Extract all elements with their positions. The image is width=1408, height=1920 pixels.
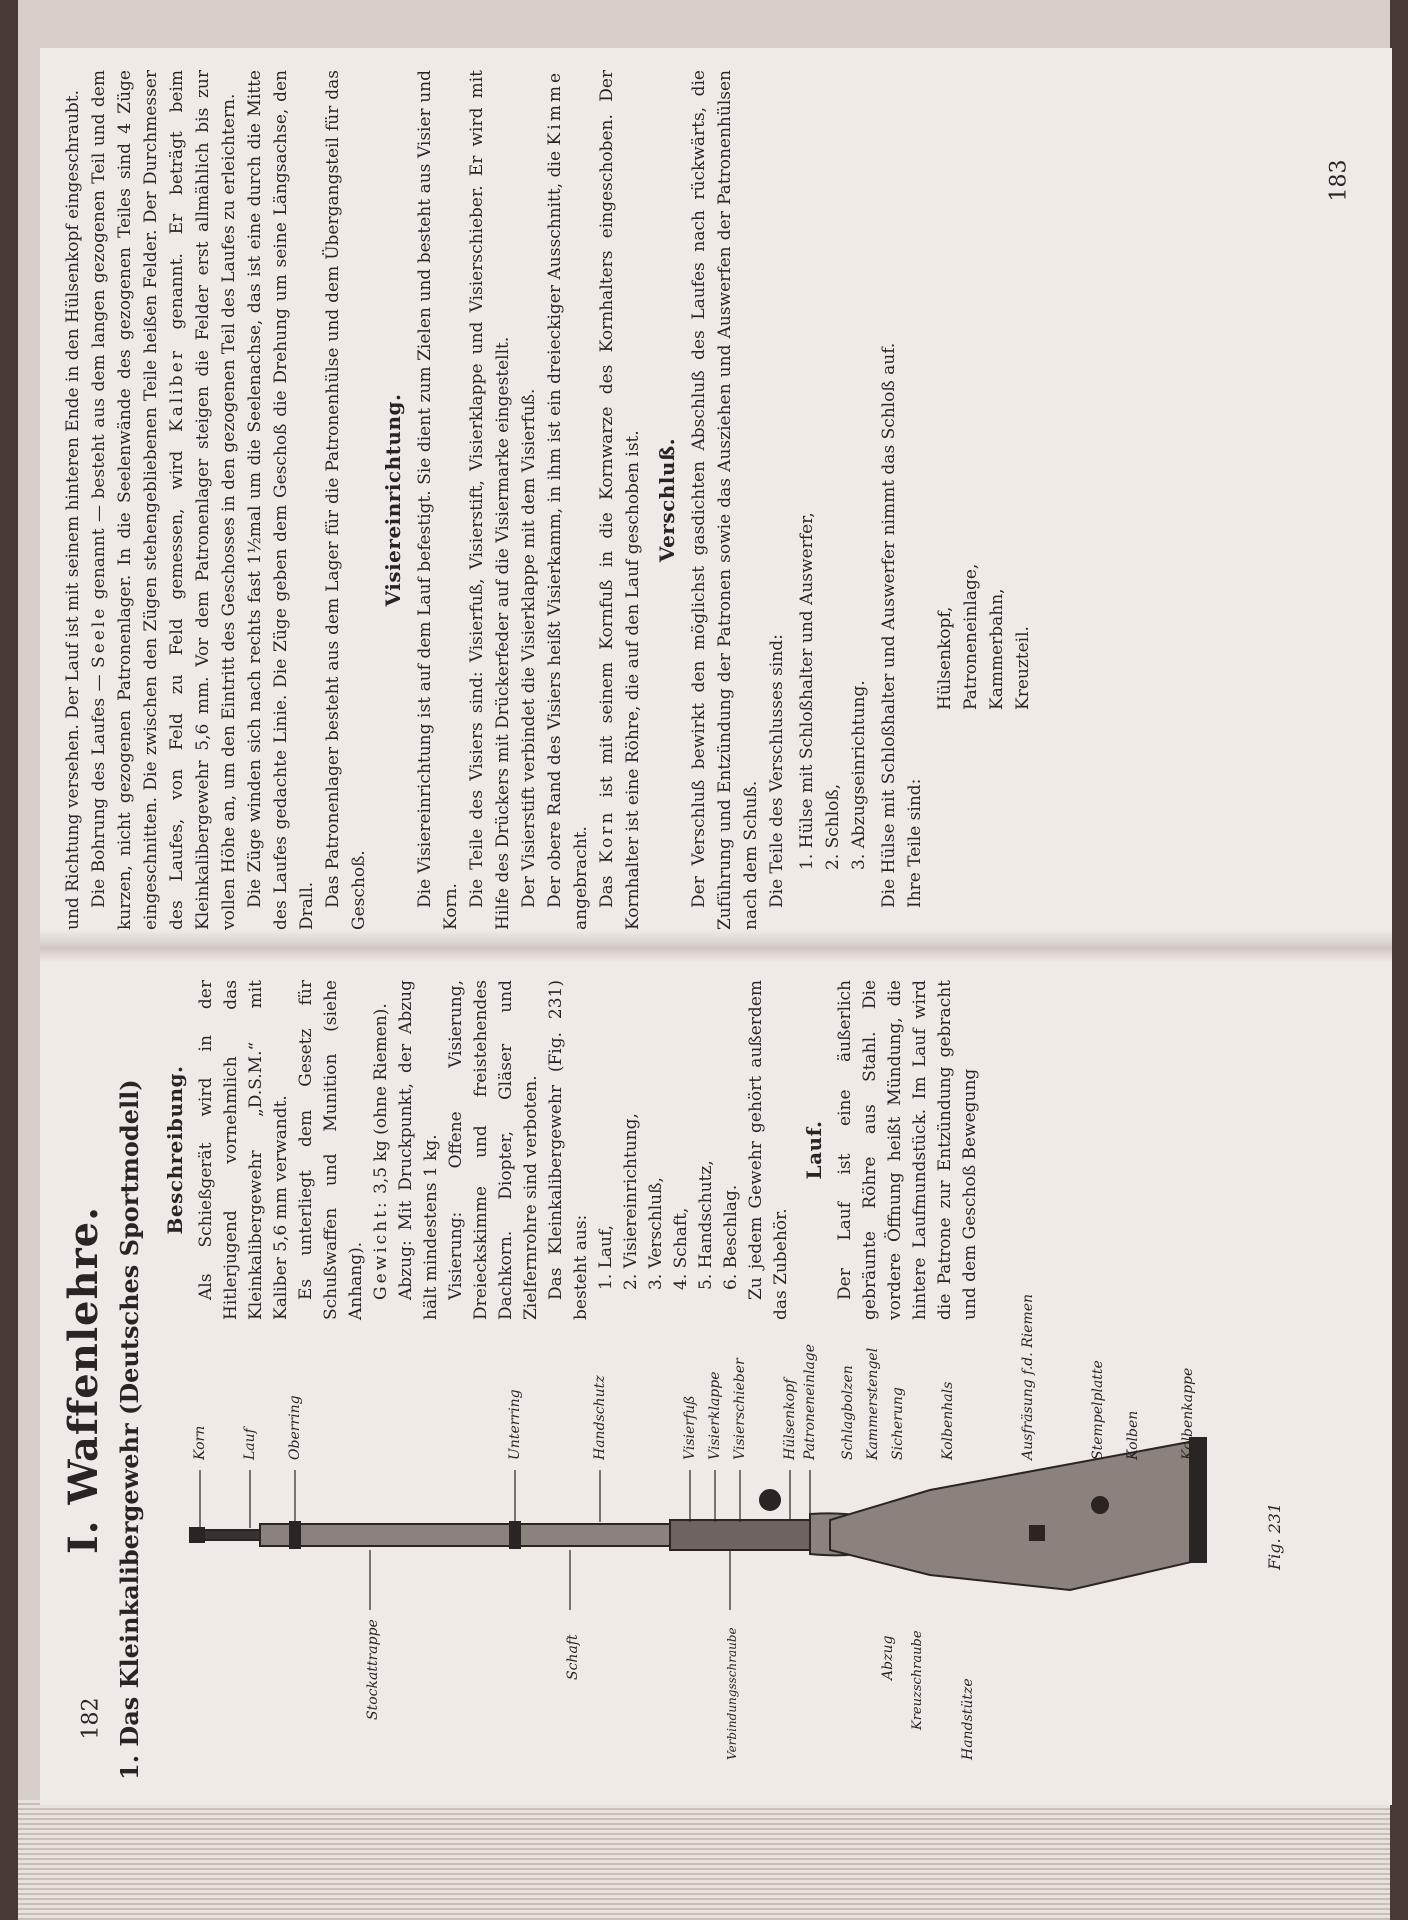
paragraph: Das Korn ist mit seinem Kornfuß in die Kornwarze des Kornhalters eingeschoben. Der Kornhalter ist eine Röhre, die auf den Lauf geschoben ist. — [597, 69, 643, 930]
paragraph: Die Hülse mit Schloßhalter und Auswerfer nimmt das Schloß auf. — [879, 342, 899, 908]
buttstock — [830, 1440, 1200, 1590]
huelse-parts-list — [932, 70, 1036, 710]
label-huelsenkopf: Hülsenkopf — [782, 1378, 798, 1460]
paragraph: Die Teile des Visiers sind: Visierfuß, Visierstift, Visierklappe und Visierschieber. Er wird mit Hilfe des Drückers mit Drückerfeder auf die Visiermarke eingestellt. — [467, 70, 513, 930]
lower-band — [510, 1522, 520, 1548]
list-item: Patroneneinlage, — [961, 563, 981, 710]
paragraph: Der Visierstift verbindet die Visierklappe mit dem Visierfuß. — [519, 388, 539, 908]
paragraph: Die Visiereinrichtung ist auf dem Lauf befestigt. Sie dient zum Zielen und besteht aus Visier und Korn. — [415, 70, 461, 930]
label-handstuetze: Handstütze — [960, 1678, 976, 1760]
label-oberring: Oberring — [287, 1395, 303, 1460]
list-item: 2. Schloß, — [823, 783, 843, 870]
paragraph: Der Lauf ist eine äußerlich gebräunte Röhre aus Stahl. Die vordere Öffnung heißt Mündung, die hintere Laufmundstück. Im Lauf wird die Patrone zur Entzündung gebracht und dem Geschoß Bewegung — [835, 980, 980, 1320]
paragraph: Der obere Rand des Visiers heißt Visierkamm, in ihm ist ein dreieckiger Ausschnitt, die Kimme angebracht. — [545, 69, 591, 930]
label-stockattrappe: Stockattrappe — [365, 1619, 381, 1720]
stamp-plate — [1092, 1497, 1108, 1513]
label-visierklappe: Visierklappe — [707, 1371, 723, 1460]
chapter-title: I. Waffenlehre. — [60, 1205, 107, 1555]
heading-verschluss: Verschluß. — [655, 437, 679, 563]
paragraph: und Richtung versehen. Der Lauf ist mit seinem hinteren Ende in den Hülsenkopf eingeschraubt. — [63, 89, 83, 930]
list-item: 1. Lauf, — [596, 1224, 616, 1290]
left-page-text — [155, 980, 983, 1320]
label-kreuzschraube: Kreuzschraube — [910, 1630, 925, 1730]
list-item: 6. Beschlag. — [721, 1184, 741, 1290]
list-item: 5. Handschutz, — [696, 1160, 716, 1290]
right-page-content — [60, 70, 1360, 930]
paragraph: Der Verschluß bewirkt den möglichst gasdichten Abschluß des Laufes nach rückwärts, die Zuführung und Entzündung der Patronen sowie das Ausziehen und Auswerfen der Patronenhülsen nach dem Schuß. — [689, 70, 761, 930]
paragraph: Die Teile des Verschlusses sind: — [767, 634, 787, 908]
page-edges — [18, 1800, 1390, 1920]
label-schlagbolzen: Schlagbolzen — [840, 1365, 856, 1460]
label-korn: Korn — [192, 1425, 208, 1460]
label-verbindungsschraube: Verbindungsschraube — [725, 1627, 739, 1760]
list-item: Kreuzteil. — [1013, 626, 1033, 710]
paragraph: Das Patronenlager besteht aus dem Lager für die Patronenhülse und dem Übergangsteil für das Geschoß. — [323, 70, 369, 930]
list-item: 2. Visiereinrichtung, — [621, 1113, 641, 1290]
right-page-text — [60, 70, 1036, 930]
paragraph: Gewicht: 3,5 kg (ohne Riemen). — [371, 1003, 391, 1300]
label-unterring: Unterring — [507, 1389, 523, 1460]
list-item: Kammerbahn, — [987, 588, 1007, 710]
paragraph: Zu jedem Gewehr gehört außerdem das Zubehör. — [746, 980, 791, 1320]
label-visierfuss: Visierfuß — [682, 1395, 698, 1460]
label-patroneneinlage: Patroneneinlage — [802, 1343, 818, 1460]
label-handschutz: Handschutz — [592, 1375, 608, 1460]
label-abzug: Abzug — [880, 1635, 896, 1680]
figure-caption: Fig. 231 — [1265, 1502, 1284, 1570]
label-kolbenkappe: Kolbenkappe — [1180, 1367, 1196, 1460]
paragraph: Es unterliegt dem Gesetz für Schußwaffen und Munition (siehe Anhang). — [296, 980, 366, 1320]
rifle-parts-list — [594, 980, 744, 1290]
front-sight — [190, 1528, 204, 1542]
upper-band — [290, 1522, 300, 1548]
paragraph: Als Schießgerät wird in der Hitlerjugend vornehmlich das Kleinkalibergewehr „D.S.M.“ mit Kaliber 5,6 mm verwandt. — [196, 980, 291, 1320]
list-item: 3. Verschluß, — [646, 1177, 666, 1290]
rifle-diagram — [170, 1320, 1350, 1790]
list-item: 1. Hülse mit Schloßhalter und Auswerfer, — [797, 512, 817, 870]
paragraph: Das Kleinkalibergewehr (Fig. 231) besteht aus: — [546, 980, 591, 1320]
heading-lauf: Lauf. — [802, 1120, 826, 1180]
receiver — [670, 1520, 830, 1550]
left-page-number: 182 — [78, 1697, 104, 1740]
label-lauf: Lauf — [242, 1428, 258, 1460]
paragraph: Die Bohrung des Laufes — Seele genannt — besteht aus dem langen gezogenen Teil und dem kurzen, nicht gezogenen Patronenlager. In die Seelenwände des gezogenen Teiles sind 4 Züge eingeschnitten. Die zwischen den Zügen stehengebliebenen Teile heißen Felder. Der Durchmesser des Laufes, von Feld zu Feld gemessen, wird Kaliber genannt. Er beträgt beim Kleinkalibergewehr 5,6 mm. Vor dem Patronenlager steigen die Felder erst allmählich bis zur vollen Höhe an, um den Eintritt des Geschosses in den gezogenen Teil des Laufes zu erleichtern. — [89, 69, 239, 930]
paragraph: Visierung: Offene Visierung, Dreieckskimme und freistehendes Dachkorn. Diopter, Gläser und Zielfernrohre sind verboten. — [446, 980, 541, 1320]
heading-beschreibung: Beschreibung. — [163, 1065, 187, 1235]
heading-visiereinrichtung: Visiereinrichtung. — [381, 393, 405, 607]
list-item: 4. Schaft, — [671, 1207, 691, 1290]
paragraph: Die Züge winden sich nach rechts fast 1½mal um die Seelenachse, das ist eine durch die Mitte des Laufes gedachte Linie. Die Züge geben dem Geschoß die Drehung um seine Längsachse, den Drall. — [245, 70, 317, 930]
bolt-knob — [760, 1490, 780, 1510]
right-page-number: 183 — [1326, 159, 1352, 202]
sling-slot — [1030, 1526, 1044, 1540]
label-kammerstengel: Kammerstengel — [865, 1347, 881, 1460]
label-sicherung: Sicherung — [890, 1387, 906, 1460]
label-ausfraesung: Ausfräsung f.d. Riemen — [1020, 1293, 1036, 1460]
list-item: Hülsenkopf, — [935, 606, 955, 710]
verschluss-parts-list — [794, 70, 872, 870]
left-page-content — [60, 970, 1360, 1790]
rifle-drawing — [190, 1438, 1206, 1590]
paragraph: Abzug: Mit Druckpunkt, der Abzug hält mindestens 1 kg. — [396, 980, 441, 1320]
label-stempelplatte: Stempelplatte — [1090, 1360, 1106, 1460]
list-item: 3. Abzugseinrichtung. — [849, 680, 869, 870]
label-schaft: Schaft — [565, 1634, 581, 1680]
label-kolbenhals: Kolbenhals — [940, 1381, 956, 1460]
section-title: 1. Das Kleinkalibergewehr (Deutsches Sportmodell) — [115, 1079, 144, 1780]
label-visierschieber: Visierschieber — [732, 1358, 748, 1460]
paragraph: Ihre Teile sind: — [905, 778, 925, 908]
book-gutter — [40, 930, 1392, 962]
label-kolben: Kolben — [1125, 1410, 1141, 1460]
